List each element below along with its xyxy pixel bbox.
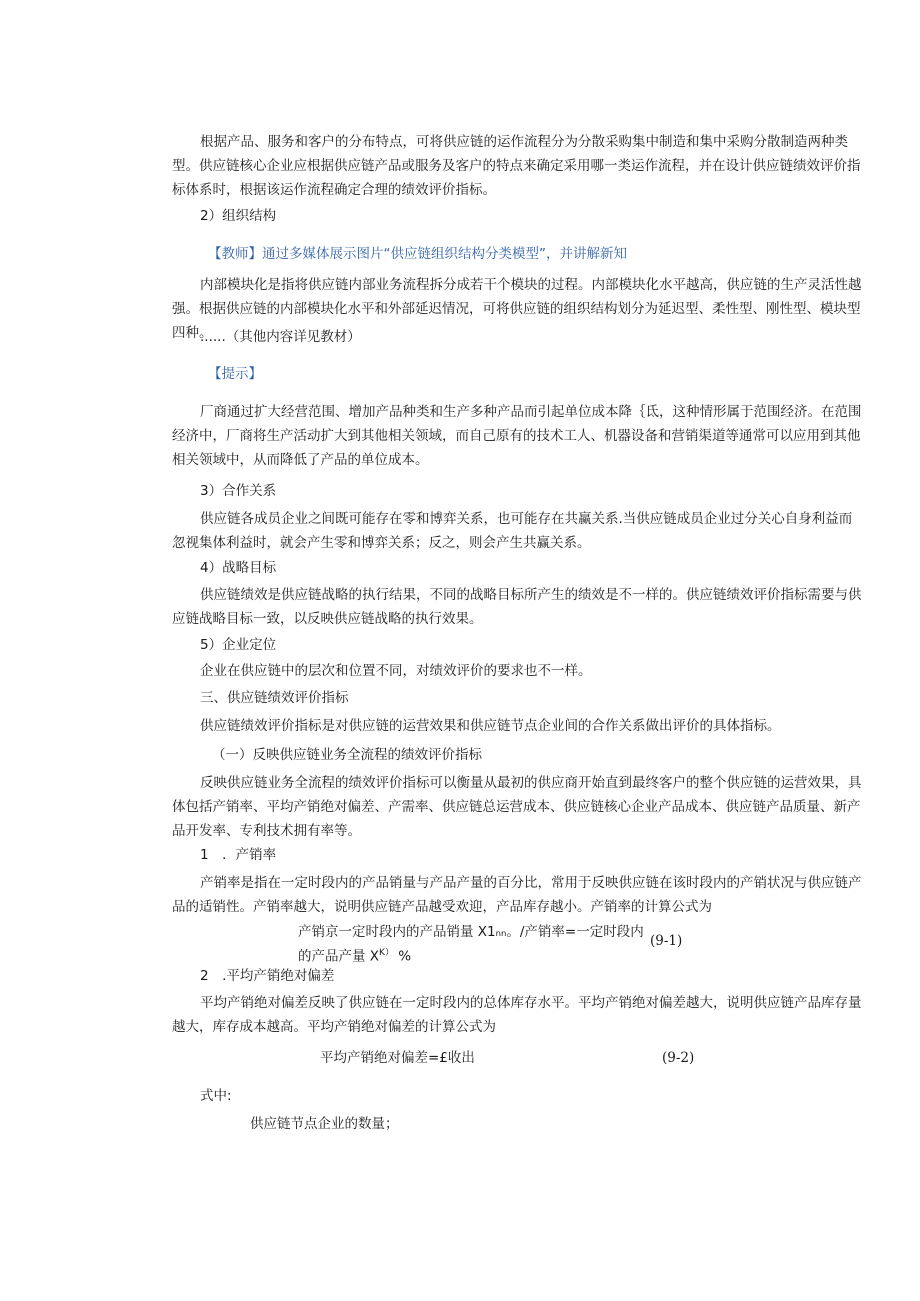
- formula-9-1-line2: [298, 943, 411, 967]
- paragraph-indicators-definition: 供应链绩效评价指标是对供应链的运营效果和供应链节点企业间的合作关系做出评价的具体指标。: [200, 718, 781, 734]
- formula-9-1-number: (9-1): [650, 933, 683, 949]
- paragraph-sales-rate: 产销率是指在一定时段内的产品销量与产品产量的百分比，常用于反映供应链在该时段内的产销状况与供应链产品的适销性。产销率越大，说明供应链产品越受欢迎，产品库存越小。产销率的计算公式为: [172, 875, 862, 915]
- paragraph-strategic-goals: 供应链绩效是供应链战略的执行结果，不同的战略目标所产生的绩效是不一样的。供应链绩效评价指标需要与供应链战略目标一致，以反映供应链战略的执行效果。: [172, 587, 862, 627]
- paragraph-modularity: 内部模块化是指将供应链内部业务流程拆分成若干个模块的过程。内部模块化水平越高，供应链的生产灵活性越强。根据供应链的内部模块化水平和外部延迟情况，可将供应链的组织结构划分为延迟型、柔性型、刚性型、模块型四种。: [172, 277, 862, 341]
- paragraph-full-process-indicators: 反映供应链业务全流程的绩效评价指标可以衡量从最初的供应商开始直到最终客户的整个供应链的运营效果，具体包括产销率、平均产销绝对偏差、产需率、供应链总运营成本、供应链核心企业产品成本、供应链产品质量、新产品开发率、专利技术拥有率等。: [172, 775, 862, 839]
- heading-subsection-one: （一）反映供应链业务全流程的绩效评价指标: [212, 747, 482, 763]
- paragraph-economies-of-scope: 厂商通过扩大经营范围、增加产品种类和生产多种产品而引起单位成本降｛氐，这种情形属于范围经济。在范围经济中，厂商将生产活动扩大到其他相关领域，而自己原有的技术工人、机器设备和营销渠道等通常可以应用到其他相关领域中，从而降低了产品的单位成本。: [172, 404, 862, 468]
- paragraph-avg-deviation: 平均产销绝对偏差反映了供应链在一定时段内的总体库存水平。平均产销绝对偏差越大，说明供应链产品库存量越大，库存成本越高。平均产销绝对偏差的计算公式为: [172, 995, 862, 1035]
- formula-9-2-number: (9-2): [662, 1050, 695, 1066]
- formula-9-1-percent: %: [398, 948, 412, 965]
- paragraph-cooperation: 供应链各成员企业之间既可能存在零和博弈关系，也可能存在共赢关系.当供应链成员企业过分关心自身利益而忽视集体利益时，就会产生零和博弈关系；反之，则会产生共赢关系。: [172, 511, 853, 551]
- see-textbook-note: ......（其他内容详见教材）: [200, 329, 361, 345]
- heading-section-three: 三、供应链绩效评价指标: [200, 690, 349, 706]
- where-definition-1: 供应链节点企业的数量；: [250, 1116, 399, 1132]
- formula-9-1-sup: K）: [379, 948, 394, 958]
- teacher-note: 【教师】通过多媒体展示图片“供应链组织结构分类模型”，并讲解新知: [208, 246, 627, 262]
- formula-9-1-line1: 产销京一定时段内的产品销量 X1ₙₙ。/产销率=一定时段内: [298, 924, 644, 940]
- heading-cooperation: 3）合作关系: [200, 483, 277, 499]
- formula-9-1-denominator: 的产品产量 X: [298, 948, 380, 965]
- heading-sales-rate: 1 ．产销率: [200, 847, 277, 863]
- heading-org-structure: 2）组织结构: [200, 208, 277, 224]
- heading-strategic-goals: 4）战略目标: [200, 560, 277, 576]
- heading-avg-deviation: 2 .平均产销绝对偏差: [200, 968, 335, 984]
- where-label: 式中:: [200, 1088, 232, 1104]
- paragraph-enterprise-position: 企业在供应链中的层次和位置不同，对绩效评价的要求也不一样。: [200, 663, 592, 679]
- paragraph-operation-flow: 根据产品、服务和客户的分布特点，可将供应链的运作流程分为分散采购集中制造和集中采购分散制造两种类型。供应链核心企业应根据供应链产品或服务及客户的特点来确定采用哪一类运作流程，并在设计供应链绩效评价指标体系时，根据该运作流程确定合理的绩效评价指标。: [172, 134, 861, 198]
- heading-enterprise-position: 5）企业定位: [200, 637, 277, 653]
- tip-label: 【提示】: [208, 366, 262, 382]
- formula-9-2: 平均产销绝对偏差=£收出: [320, 1050, 475, 1066]
